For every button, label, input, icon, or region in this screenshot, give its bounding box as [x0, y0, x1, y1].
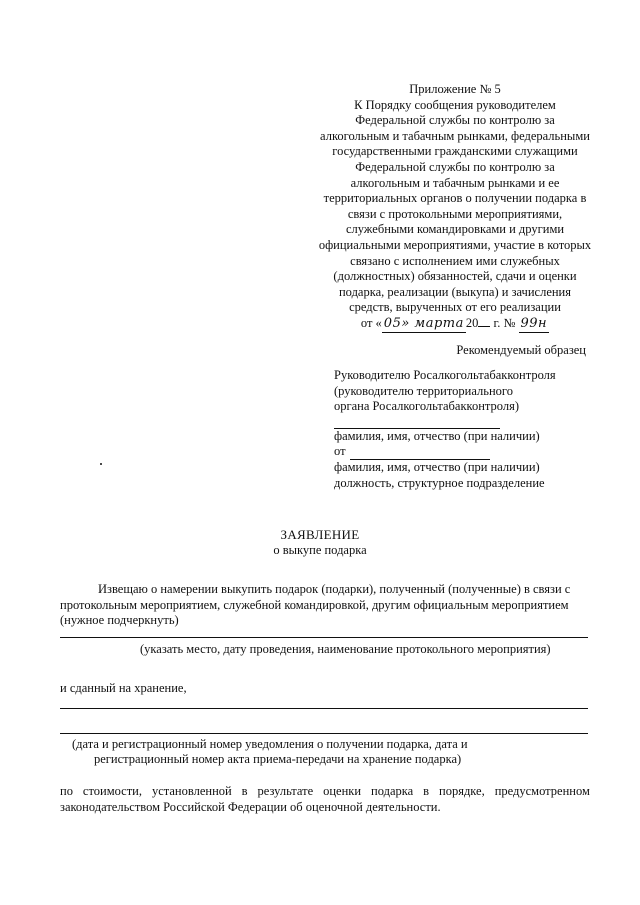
- closing-paragraph: [60, 784, 590, 815]
- notice-caption-line: (дата и регистрационный номер уведомления о получении подарка, дата и: [72, 737, 468, 751]
- addressee-line: Руководителю Росалкогольтабакконтроля: [334, 368, 556, 382]
- appendix-line: подарка, реализации (выкупа) и зачисления: [338, 284, 571, 299]
- addressee-line: органа Росалкогольтабакконтроля): [334, 399, 520, 414]
- closing-line-2: законодательством Российской Федерации об оценочной деятельности.: [60, 799, 441, 814]
- document-title: ЗАЯВЛЕНИЕ: [280, 527, 360, 542]
- appendix-line: алкогольным и табачным рынками, федеральными: [320, 128, 590, 143]
- paragraph-line: протокольным мероприятием, служебной командировкой, другим официальным мероприятием: [60, 597, 569, 612]
- from-name-field: [350, 448, 490, 460]
- addressee-name-field: [334, 417, 500, 429]
- document-subtitle: о выкупе подарка: [273, 543, 367, 557]
- appendix-line: Федеральной службы по контролю за: [355, 113, 555, 128]
- closing-word: стоимости,: [82, 784, 142, 798]
- addressee-name-caption: фамилия, имя, отчество (при наличии): [334, 428, 540, 443]
- statement-paragraph: [60, 582, 590, 629]
- scan-speck: [100, 463, 102, 465]
- appendix-line: К Порядку сообщения руководителем: [354, 97, 556, 112]
- appendix-line: средств, вырученных от его реализации: [349, 300, 561, 315]
- closing-word: порядке,: [439, 784, 485, 798]
- year-prefix: 20: [465, 315, 479, 330]
- appendix-line: официальными мероприятиями, участие в которых: [318, 237, 592, 252]
- appendix-line: служебными командировками и другими: [345, 222, 565, 237]
- paragraph-line: Извещаю о намерении выкупить подарок (подарки), полученный (полученные) в связи с: [98, 582, 571, 596]
- paragraph-line: (нужное подчеркнуть): [60, 613, 179, 628]
- from-name-caption: фамилия, имя, отчество (при наличии): [334, 459, 540, 474]
- notice-field-line-2: [60, 733, 588, 734]
- addressee-block: [334, 368, 614, 491]
- closing-word: результате: [257, 784, 314, 798]
- position-caption: должность, структурное подразделение: [334, 475, 545, 490]
- handwritten-date: 05» марта: [383, 315, 464, 331]
- handwritten-number: 99н: [520, 315, 548, 331]
- date-prefix: от «: [360, 315, 382, 330]
- appendix-line: алкогольным и табачным рынками и ее: [350, 175, 560, 190]
- appendix-header: [300, 82, 610, 333]
- year-blank: [478, 316, 490, 327]
- appendix-line: Федеральной службы по контролю за: [355, 159, 555, 174]
- order-date-number: [300, 316, 610, 333]
- appendix-line: связано с исполнением ими служебных: [350, 253, 560, 268]
- closing-word: предусмотренном: [494, 784, 590, 798]
- closing-word: подарка: [371, 784, 414, 798]
- notice-field-line-1: [60, 708, 588, 709]
- appendix-line: Приложение № 5: [409, 82, 501, 96]
- sample-label: Рекомендуемый образец: [456, 343, 586, 357]
- closing-line-1: [60, 784, 590, 800]
- closing-word: установленной: [151, 784, 232, 798]
- appendix-line: связи с протокольными мероприятиями,: [347, 206, 563, 221]
- appendix-line: государственными гражданскими служащими: [332, 144, 578, 159]
- closing-word: по: [60, 784, 73, 798]
- addressee-line: (руководителю территориального: [334, 383, 513, 398]
- from-row: [334, 444, 614, 460]
- event-field-line: [60, 637, 588, 638]
- notice-caption-line: регистрационный номер акта приема-передачи на хранение подарка): [94, 752, 462, 766]
- appendix-line: территориальных органов о получении подарка в: [323, 191, 587, 206]
- year-suffix: г. №: [490, 315, 516, 330]
- stored-label: и сданный на хранение,: [60, 681, 187, 695]
- closing-word: в: [241, 784, 248, 798]
- from-label: от: [334, 444, 346, 459]
- appendix-line: (должностных) обязанностей, сдачи и оценки: [333, 269, 577, 284]
- event-caption: (указать место, дату проведения, наименование протокольного мероприятия): [140, 642, 551, 656]
- closing-word: оценки: [323, 784, 362, 798]
- closing-word: в: [423, 784, 430, 798]
